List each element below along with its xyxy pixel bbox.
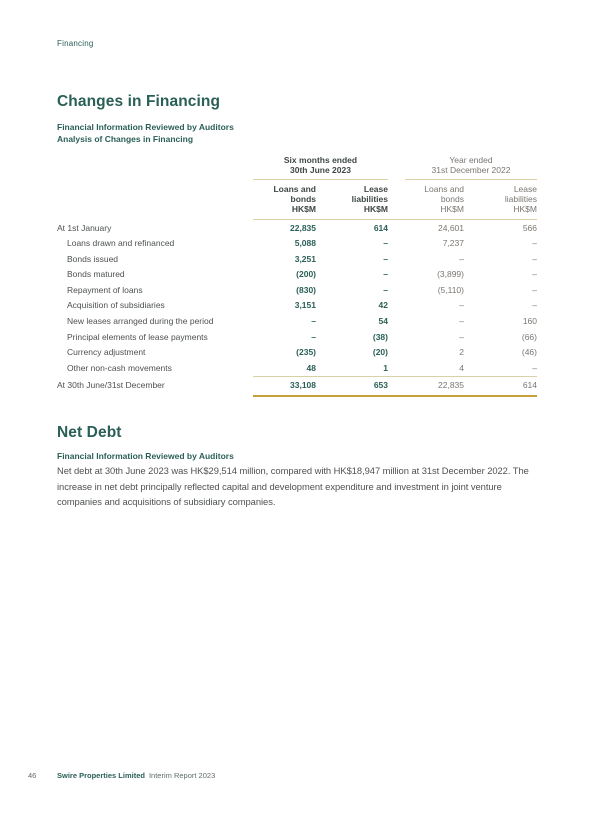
cell-value: 54 xyxy=(378,316,388,327)
cell-value: – xyxy=(311,331,316,342)
row-label: At 30th June/31st December xyxy=(57,379,165,390)
cell-value: 24,601 xyxy=(438,222,464,233)
column-header-line: Loans and xyxy=(424,184,464,194)
period-header-current xyxy=(253,155,388,180)
column-header-line: HK$M xyxy=(440,203,464,214)
cell-value: 614 xyxy=(522,379,537,390)
cell-value: 22,835 xyxy=(438,379,464,390)
table-column-headers xyxy=(57,180,537,219)
cell-value: 3,251 xyxy=(294,253,316,264)
cell-value: – xyxy=(383,269,388,280)
table-row xyxy=(57,235,537,251)
cell-value: – xyxy=(532,253,537,264)
rule-line xyxy=(253,376,537,377)
cell-value: 653 xyxy=(373,379,388,390)
analysis-note: Analysis of Changes in Financing xyxy=(57,133,194,144)
cell-value: (5,110) xyxy=(437,284,464,295)
period-header-prior-wrap xyxy=(388,155,537,180)
cell-value: (66) xyxy=(521,331,537,342)
cell-value: (38) xyxy=(372,331,388,342)
cell-value: – xyxy=(383,238,388,249)
row-label: Loans drawn and refinanced xyxy=(67,238,175,249)
period-header-line: Six months ended xyxy=(283,155,358,165)
auditors-review-note: Financial Information Reviewed by Auditors xyxy=(57,122,234,132)
total-underline xyxy=(57,393,537,397)
period-header-line: 30th June 2023 xyxy=(290,165,351,175)
row-label: Other non-cash movements xyxy=(67,362,172,373)
table-total-row xyxy=(57,377,537,394)
row-label: New leases arranged during the period xyxy=(67,316,214,327)
changes-in-financing-title: Changes in Financing xyxy=(57,93,221,110)
page-footer xyxy=(28,771,215,780)
spacer xyxy=(57,155,253,180)
cell-value: – xyxy=(459,331,464,342)
row-label: Bonds issued xyxy=(67,253,119,264)
cell-value: 2 xyxy=(459,347,464,358)
table-period-row xyxy=(57,155,537,180)
column-header-line: Loans and xyxy=(273,184,316,194)
cell-value: 160 xyxy=(522,316,537,327)
net-debt-review-note: Financial Information Reviewed by Auditors xyxy=(57,451,234,461)
column-header-line: bonds xyxy=(440,193,464,204)
table-row xyxy=(57,251,537,267)
cell-value: 33,108 xyxy=(290,379,316,390)
cell-value: – xyxy=(383,284,388,295)
report-title: Interim Report 2023 xyxy=(148,771,216,780)
cell-value: (200) xyxy=(296,269,316,280)
cell-value: – xyxy=(459,300,464,311)
rule-line xyxy=(253,219,537,220)
cell-value: – xyxy=(532,300,537,311)
cell-value: 3,151 xyxy=(294,300,316,311)
cell-value: (20) xyxy=(372,347,388,358)
cell-value: (46) xyxy=(521,347,537,358)
row-label: Currency adjustment xyxy=(67,347,146,358)
column-header-line: HK$M xyxy=(363,203,388,214)
row-label: Repayment of loans xyxy=(67,284,143,295)
column-header xyxy=(253,180,316,219)
spacer xyxy=(57,180,253,219)
cell-value: 48 xyxy=(306,362,316,373)
cell-value: – xyxy=(459,253,464,264)
column-header-line: HK$M xyxy=(291,203,316,214)
table-row xyxy=(57,267,537,283)
cell-value: 614 xyxy=(373,222,388,233)
period-header-prior xyxy=(405,155,537,180)
financing-subheads xyxy=(57,122,234,145)
changes-in-financing-table xyxy=(57,155,537,397)
table-row xyxy=(57,220,537,236)
company-name: Swire Properties Limited xyxy=(57,771,145,780)
column-header xyxy=(464,180,537,219)
cell-value: – xyxy=(383,253,388,264)
table-row xyxy=(57,360,537,376)
cell-value: 5,088 xyxy=(294,238,316,249)
column-header xyxy=(316,180,388,219)
cell-value: – xyxy=(532,362,537,373)
cell-value: 4 xyxy=(459,362,464,373)
cell-value: 7,237 xyxy=(442,238,464,249)
column-header-line: Lease xyxy=(513,184,537,194)
period-header-line: 31st December 2022 xyxy=(431,165,511,175)
row-label: At 1st January xyxy=(57,222,112,233)
cell-value: (3,899) xyxy=(437,269,464,280)
cell-value: – xyxy=(311,316,316,327)
section-eyebrow: Financing xyxy=(57,39,94,48)
row-label: Principal elements of lease payments xyxy=(67,331,208,342)
table-row xyxy=(57,329,537,345)
cell-value: – xyxy=(532,284,537,295)
cell-value: – xyxy=(459,316,464,327)
cell-value: 1 xyxy=(383,362,388,373)
table-row xyxy=(57,344,537,360)
table-row xyxy=(57,313,537,329)
rule-line xyxy=(253,395,537,397)
cell-value: 22,835 xyxy=(290,222,316,233)
net-debt-paragraph: Net debt at 30th June 2023 was HK$29,514 million, compared with HK$18,947 million at 31st December 2022. The increase in net debt principally reflected capital and development expenditure and investment in joint venture companies and acquisitions of subsidiary companies. xyxy=(57,465,529,508)
row-label: Bonds matured xyxy=(67,269,125,280)
net-debt-title: Net Debt xyxy=(57,424,122,441)
cell-value: (235) xyxy=(296,347,316,358)
page-number: 46 xyxy=(28,771,37,780)
column-header xyxy=(388,180,464,219)
cell-value: 566 xyxy=(522,222,537,233)
column-header-line: liabilities xyxy=(351,193,388,204)
cell-value: – xyxy=(532,238,537,249)
period-header-line: Year ended xyxy=(449,155,493,165)
column-header-line: HK$M xyxy=(513,203,537,214)
column-header-line: liabilities xyxy=(504,193,537,204)
cell-value: (830) xyxy=(296,284,316,295)
row-label: Acquisition of subsidiaries xyxy=(67,300,165,311)
cell-value: – xyxy=(532,269,537,280)
table-row xyxy=(57,298,537,314)
cell-value: 42 xyxy=(378,300,388,311)
column-header-line: Lease xyxy=(363,184,388,194)
column-header-line: bonds xyxy=(290,193,316,204)
table-row xyxy=(57,282,537,298)
